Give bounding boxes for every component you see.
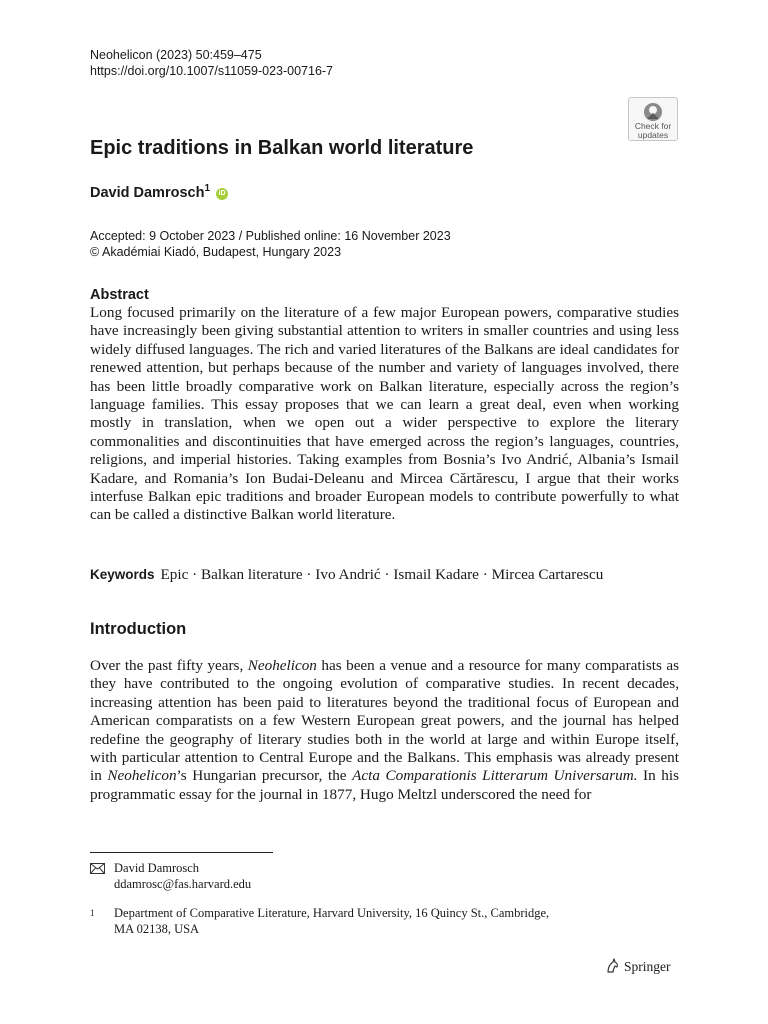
check-for-updates-icon — [642, 102, 664, 122]
journal-citation: Neohelicon (2023) 50:459–475 — [90, 48, 262, 62]
intro-journal-name-2: Neohelicon — [107, 767, 177, 785]
keywords-label: Keywords — [90, 567, 155, 582]
orcid-icon[interactable]: iD — [216, 188, 228, 200]
affiliation-line-1: Department of Comparative Literature, Harvard University, 16 Quincy St., Cambridge, — [114, 906, 550, 920]
check-for-updates-badge[interactable] — [628, 97, 678, 141]
abstract-heading: Abstract — [90, 287, 149, 303]
author-line — [90, 183, 228, 201]
affiliation-footnote — [90, 905, 549, 937]
keywords-list: Epic · Balkan literature · Ivo Andrić · Ismail Kadare · Mircea Cartarescu — [160, 566, 604, 583]
intro-text-3: ’s Hungarian precursor, the — [176, 767, 353, 785]
journal-reference — [90, 47, 333, 79]
publication-dates — [90, 228, 451, 260]
author-name[interactable]: David Damrosch — [90, 184, 205, 201]
article-title: Epic traditions in Balkan world literature — [90, 137, 474, 159]
publisher-name: Springer — [624, 959, 671, 974]
intro-text-1: Over the past fifty years, — [90, 657, 248, 674]
copyright-line: © Akadémiai Kiadó, Budapest, Hungary 2023 — [90, 245, 342, 259]
corresponding-author — [90, 860, 251, 892]
springer-horse-icon — [605, 958, 621, 974]
contact-name: David Damrosch — [114, 861, 200, 875]
affiliation-footnote-number: 1 — [90, 908, 95, 918]
footnote-divider — [90, 852, 273, 853]
intro-journal-precursor: Acta Comparationis Litterarum Universarum. — [352, 767, 638, 785]
contact-email[interactable]: ddamrosc@fas.harvard.edu — [114, 877, 252, 891]
abstract-text: Long focused primarily on the literature of a few major European powers, comparative studies have increasingly been giving substantial attention to writers in smaller countries and using less widely diffused languages. The rich and varied literatures of the Balkans are ideal candidates for renewed attention, but perhaps because of the number and variety of languages involved, there has been little broadly comparative work on Balkan literature, especially across the region’s language families. This essay proposes that we can learn a great deal, even when working mostly in translation, when we open out a wider perspective to explore the literary commonalities and discontinuities that have emerged across the region’s languages, countries, religions, and imperial histories. Taking examples from Bosnia’s Ivo Andrić, Albania’s Ismail Kadare, and Romania’s Ion Budai-Deleanu and Mircea Cărtărescu, I argue that their works interfuse Balkan epic traditions and broader European models to contribute powerfully to what can be called a distinctive Balkan world literature. — [90, 304, 679, 524]
introduction-heading: Introduction — [90, 620, 187, 638]
intro-text-4: In his programmatic essay for the journal in 1877, Hugo Meltzl underscored the need for — [90, 767, 679, 803]
publisher-logo[interactable] — [605, 958, 671, 975]
affiliation-marker[interactable]: 1 — [204, 183, 210, 194]
keywords-line — [90, 566, 603, 584]
intro-text-2: has been a venue and a resource for many comparatists as they have contributed to the ongoing evolution of comparative studies. In recent decades, increasing attention has been paid to literatures beyond the traditional focus of European and American comparatists on a few Western European great powers, and the journal has helped redefine the geography of literary studies both in the world at large and within Europe itself, with particular attention to Central Europe and the Balkans. This emphasis was already present in — [90, 657, 679, 785]
check-for-updates-label-1: Check for — [634, 121, 672, 131]
accepted-published-dates: Accepted: 9 October 2023 / Published online: 16 November 2023 — [90, 229, 451, 243]
affiliation-line-2: MA 02138, USA — [114, 922, 200, 936]
check-for-updates-label-2: updates — [637, 130, 669, 140]
intro-journal-name-1: Neohelicon — [247, 657, 317, 674]
introduction-paragraph — [90, 657, 679, 804]
envelope-icon — [90, 863, 105, 874]
doi-link[interactable]: https://doi.org/10.1007/s11059-023-00716-7 — [90, 64, 334, 78]
